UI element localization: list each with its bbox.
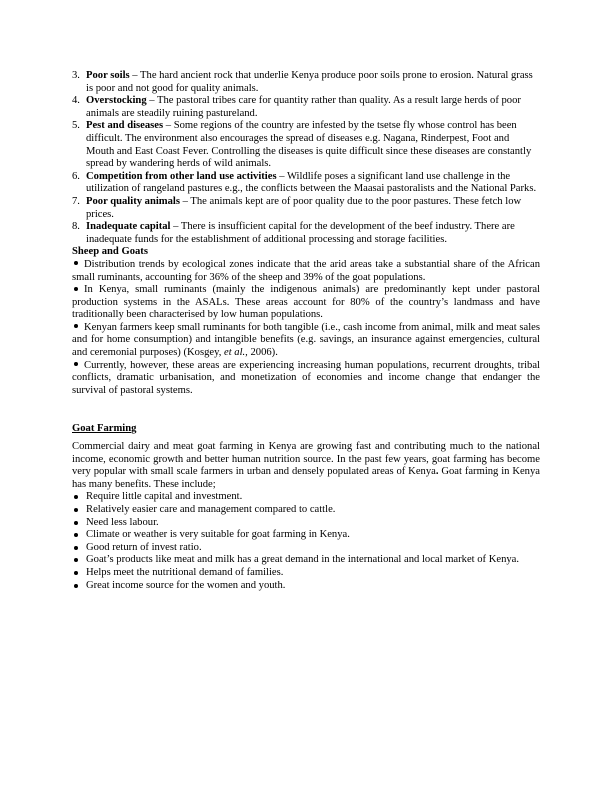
item-number: 7. [72, 195, 80, 207]
list-item [86, 491, 540, 504]
bullet-text: Distribution trends by ecological zones indicate that the arid areas take a substantial share of the African small ruminants, accounting for 36% of the sheep and 39% of the goat populations. [72, 258, 540, 283]
benefit-text: Relatively easier care and management compared to cattle. [86, 504, 336, 515]
bullet-text: Kenyan farmers keep small ruminants for both tangible (i.e., cash income from animal, milk and meat sales and for home consumption) and intangible benefits (e.g. savings, an insurance against emergencies, cultural and ceremonial purposes) (Kosgey, [72, 321, 540, 359]
bullet-icon [74, 508, 78, 512]
item-number: 5. [72, 120, 80, 132]
list-item [86, 504, 540, 517]
benefit-text: Climate or weather is very suitable for goat farming in Kenya. [86, 529, 350, 541]
list-item [86, 542, 540, 555]
item-text: – The hard ancient rock that underlie Kenya produce poor soils prone to erosion. Natural grass is poor and not good for quality animals. [86, 70, 533, 94]
item-text: – The pastoral tribes care for quantity rather than quality. As a result large herds of poor animals are steadily ruining pastureland. [86, 95, 521, 119]
item-title: Competition from other land use activities [86, 170, 277, 182]
intro-bold-text: . [435, 466, 439, 478]
bullet-paragraph [72, 360, 540, 398]
goat-farming-intro [72, 441, 540, 491]
bullet-text: Currently, however, these areas are experiencing increasing human populations, recurrent droughts, tribal conflicts, dramatic urbanisation, and monetization of economies and income change that endanger the survival of pastoral systems. [72, 359, 540, 396]
item-number: 4. [72, 95, 80, 107]
bullet-text: In Kenya, small ruminants (mainly the indigenous animals) are predominantly kept under pastoral production systems in the ASALs. These areas account for 80% of the country’s landmass and have traditionally been characterised by low human populations. [72, 284, 540, 321]
item-title: Poor quality animals [86, 195, 180, 207]
benefit-text: Require little capital and investment. [86, 491, 243, 503]
bullet-icon [74, 521, 78, 525]
list-item [72, 221, 540, 246]
bullet-icon [74, 571, 78, 575]
bullet-paragraph [72, 284, 540, 322]
bullet-icon [74, 584, 78, 588]
item-title: Poor soils [86, 70, 130, 81]
item-text: – Some regions of the country are infested by the tsetse fly whose control has been difficult. The environment also encourages the spread of diseases e.g. Nagana, Rinderpest, Foot and Mouth and East Coast Fever. Controlling the diseases is quite difficult since these diseases are constantly spread by wandering herds of wild animals. [86, 120, 532, 170]
bullet-icon [74, 533, 78, 537]
item-number: 3. [72, 70, 80, 81]
item-title: Inadequate capital [86, 221, 171, 233]
benefits-list [72, 491, 540, 592]
section-heading-goat-farming: Goat Farming [72, 423, 137, 435]
benefit-text: Great income source for the women and youth. [86, 579, 286, 591]
item-text: – The animals kept are of poor quality due to the poor pastures. These fetch low prices. [86, 195, 522, 220]
bullet-icon [74, 324, 78, 328]
intro-text: Commercial dairy and meat goat farming in Kenya are growing fast and contributing much to the national income, economic growth and better human nutrition source. In the past few years, goat farming has become very popular with small scale farmers in urban and densely populated areas of Kenya [72, 441, 540, 478]
item-title: Pest and diseases [86, 120, 164, 132]
problems-list [72, 70, 540, 246]
benefit-text: Need less labour. [86, 516, 159, 528]
item-number: 6. [72, 170, 80, 182]
list-item [72, 95, 540, 120]
spacer [72, 397, 540, 423]
list-item [72, 120, 540, 170]
bullet-text: 2006). [247, 347, 278, 359]
item-text: – Wildlife poses a significant land use challenge in the utilization of rangeland pastures e.g., the conflicts between the Maasai pastoralists and the National Parks. [86, 170, 537, 195]
list-item [72, 170, 540, 196]
item-number: 8. [72, 221, 80, 233]
intro-text: Goat farming in Kenya has many benefits. These include; [72, 466, 540, 490]
list-item [86, 554, 540, 567]
document-content [72, 70, 540, 592]
benefit-text: Helps meet the nutritional demand of families. [86, 566, 284, 578]
bullet-paragraph [72, 259, 540, 284]
list-item [86, 580, 540, 593]
bullet-icon [74, 546, 78, 550]
section-heading-sheep-goats: Sheep and Goats [72, 246, 148, 258]
bullet-icon [74, 287, 78, 291]
bullet-icon [74, 261, 78, 265]
list-item [72, 70, 540, 95]
benefit-text: Goat’s products like meat and milk has a great demand in the international and local market of Kenya. [86, 554, 520, 566]
bullet-icon [74, 362, 78, 366]
list-item [72, 195, 540, 221]
list-item [86, 529, 540, 542]
bullet-italic-text: et al., [224, 347, 248, 359]
bullet-icon [74, 495, 78, 499]
list-item [86, 567, 540, 580]
list-item [86, 517, 540, 530]
bullet-icon [74, 558, 78, 562]
item-text: – There is insufficient capital for the development of the beef industry. There are inadequate funds for the establishment of additional processing and storage facilities. [86, 221, 515, 245]
benefit-text: Good return of invest ratio. [86, 541, 202, 553]
item-title: Overstocking [86, 95, 147, 107]
bullet-paragraph [72, 322, 540, 360]
